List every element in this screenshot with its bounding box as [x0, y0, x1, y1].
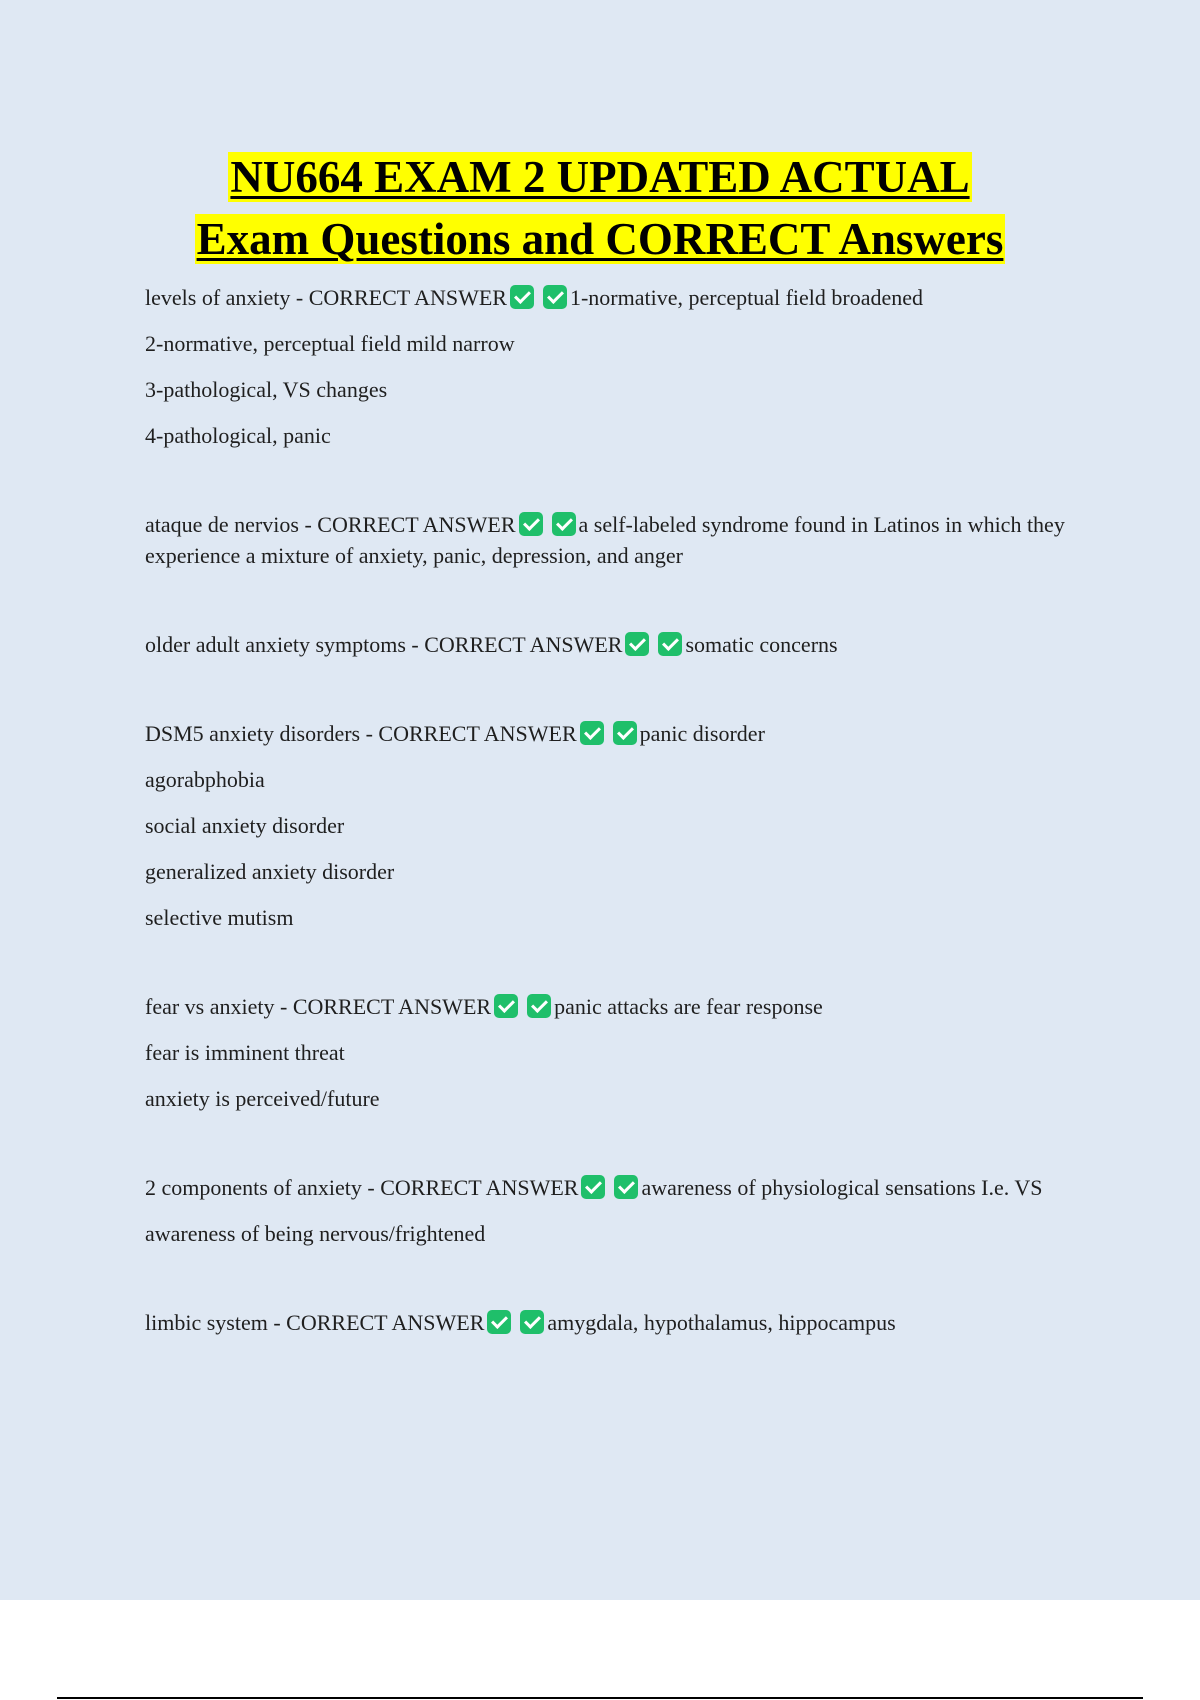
- answer-line: 2-normative, perceptual field mild narrow: [145, 331, 515, 356]
- answer-line: agorabphobia: [145, 767, 265, 792]
- question-term: ataque de nervios: [145, 512, 299, 537]
- check-mark-icon: [487, 1310, 511, 1334]
- correct-answer-marker: - CORRECT ANSWER: [274, 994, 492, 1019]
- footer-divider: [57, 1697, 1143, 1699]
- check-mark-icon: [625, 632, 649, 656]
- question-term: fear vs anxiety: [145, 994, 275, 1019]
- correct-answer-marker: - CORRECT ANSWER: [290, 285, 507, 310]
- answer-line: generalized anxiety disorder: [145, 859, 395, 884]
- check-mark-icon: [581, 1175, 605, 1199]
- answer-text: amygdala, hypothalamus, hippocampus: [547, 1310, 896, 1335]
- qa-first-line: [145, 718, 1065, 749]
- qa-entry: [145, 629, 1065, 660]
- correct-answer-marker: - CORRECT ANSWER: [298, 512, 516, 537]
- correct-answer-marker: - CORRECT ANSWER: [267, 1310, 485, 1335]
- title-line-2: Exam Questions and CORRECT Answers: [196, 214, 1004, 264]
- answer-text: somatic concerns: [685, 632, 838, 657]
- correct-answer-marker: - CORRECT ANSWER: [405, 632, 623, 657]
- answer-line: selective mutism: [145, 905, 294, 930]
- qa-entry: [145, 1307, 1065, 1338]
- qa-first-line: [145, 1307, 1065, 1338]
- check-mark-icon: [613, 721, 637, 745]
- answer-line: 4-pathological, panic: [145, 423, 331, 448]
- answer-text: awareness of physiological sensations I.e. VS: [641, 1175, 1043, 1200]
- check-mark-icon: [658, 632, 682, 656]
- check-mark-icon: [510, 285, 534, 309]
- check-mark-icon: [520, 1310, 544, 1334]
- correct-answer-marker: - CORRECT ANSWER: [360, 721, 577, 746]
- qa-first-line: [145, 629, 1065, 660]
- qa-first-line: [145, 509, 1065, 571]
- answer-text: panic disorder: [639, 721, 765, 746]
- answer-line: 3-pathological, VS changes: [145, 377, 388, 402]
- qa-first-line: [145, 991, 1065, 1022]
- question-term: DSM5 anxiety disorders: [145, 721, 361, 746]
- answer-line: anxiety is perceived/future: [145, 1086, 380, 1111]
- check-mark-icon: [552, 512, 576, 536]
- qa-first-line: [145, 1172, 1065, 1203]
- check-mark-icon: [614, 1175, 638, 1199]
- qa-first-line: [145, 282, 1065, 313]
- answer-text: panic attacks are fear response: [554, 994, 823, 1019]
- answer-line: awareness of being nervous/frightened: [145, 1221, 486, 1246]
- answer-line: social anxiety disorder: [145, 813, 345, 838]
- qa-entry: [145, 1172, 1065, 1249]
- check-mark-icon: [527, 994, 551, 1018]
- check-mark-icon: [519, 512, 543, 536]
- check-mark-icon: [580, 721, 604, 745]
- answer-text: 1-normative, perceptual field broadened: [569, 285, 924, 310]
- check-mark-icon: [543, 285, 567, 309]
- answer-text: a self-labeled syndrome found in Latinos in which they experience a mixture of anxiety, panic, depression, and anger: [145, 512, 1065, 568]
- answer-line: fear is imminent threat: [145, 1040, 345, 1065]
- question-term: levels of anxiety: [145, 285, 291, 310]
- qa-entries: [145, 282, 1065, 1396]
- document-title: [0, 146, 1200, 270]
- title-line-1: NU664 EXAM 2 UPDATED ACTUAL: [230, 152, 970, 202]
- correct-answer-marker: - CORRECT ANSWER: [361, 1175, 579, 1200]
- qa-entry: [145, 282, 1065, 451]
- question-term: older adult anxiety symptoms: [145, 632, 406, 657]
- question-term: limbic system: [145, 1310, 268, 1335]
- qa-entry: [145, 991, 1065, 1114]
- qa-entry: [145, 718, 1065, 933]
- qa-entry: [145, 509, 1065, 571]
- check-mark-icon: [494, 994, 518, 1018]
- question-term: 2 components of anxiety: [145, 1175, 362, 1200]
